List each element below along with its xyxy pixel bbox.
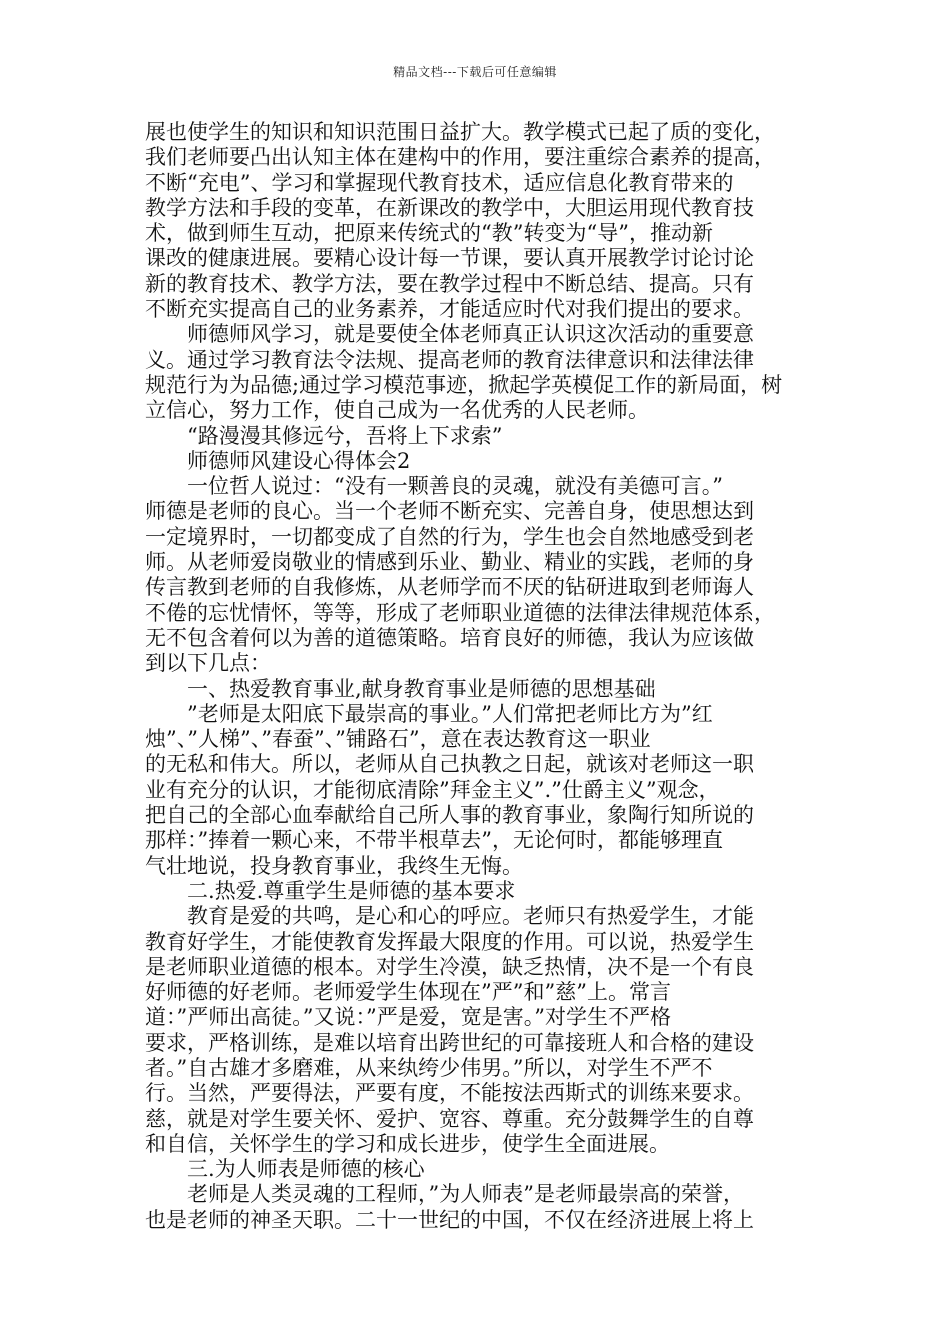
text-line: 不断充实提高自己的业务素养，才能适应时代对我们提出的要求。 — [145, 297, 754, 322]
text-line: “路漫漫其修远兮，吾将上下求索” — [145, 423, 503, 448]
text-line: 也是老师的神圣天职。二十一世纪的中国，不仅在经济进展上将上 — [145, 1207, 754, 1232]
text-line: 好师德的好老师。老师爱学生体现在”严”和”慈”上。常言 — [145, 980, 671, 1005]
text-line: 者。”自古雄才多磨难，从来纨绔少伟男。”所以，对学生不严不 — [145, 1055, 713, 1080]
text-line: 新的教育技术、教学方法，要在教学过程中不断总结、提高。只有 — [145, 271, 754, 296]
text-line: ”老师是太阳底下最崇高的事业。”人们常把老师比方为”红 — [145, 701, 713, 726]
text-line: 和自信，关怀学生的学习和成长进步，使学生全面进展。 — [145, 1131, 670, 1156]
text-line: 到以下几点： — [145, 651, 271, 676]
text-line: 业有充分的认识，才能彻底清除”拜金主义”.”仕爵主义”观念， — [145, 777, 720, 802]
text-line: 老师是人类灵魂的工程师，”为人师表”是老师最崇高的荣誉， — [145, 1182, 744, 1207]
text-line: 烛”、”人梯”、”春蚕”、”铺路石”，意在表达教育这一职业 — [145, 727, 651, 752]
text-line: 立信心，努力工作，使自己成为一名优秀的人民老师。 — [145, 398, 649, 423]
text-line: 三.为人师表是师德的核心 — [145, 1157, 425, 1182]
text-line: 的无私和伟大。所以，老师从自己执教之日起，就该对老师这一职 — [145, 752, 754, 777]
text-line: 一定境界时，一切都变成了自然的行为，学生也会自然地感受到老 — [145, 524, 754, 549]
text-line: 规范行为为品德;通过学习模范事迹，掀起学英模促工作的新局面，树 — [145, 372, 783, 397]
text-line: 那样：”捧着一颗心来，不带半根草去”，无论何时，都能够理直 — [145, 828, 723, 853]
text-line: 二.热爱.尊重学生是师德的基本要求 — [145, 878, 516, 903]
text-line: 术，做到师生互动，把原来传统式的“教”转变为“导”，推动新 — [145, 221, 713, 246]
text-line: 一位哲人说过：“没有一颗善良的灵魂，就没有美德可言。” — [145, 474, 723, 499]
text-line: 我们老师要凸出认知主体在建构中的作用，要注重综合素养的提高， — [145, 145, 775, 170]
text-line: 传言教到老师的自我修炼，从老师学而不厌的钻研进取到老师诲人 — [145, 575, 754, 600]
text-line: 不倦的忘忧情怀，等等，形成了老师职业道德的法律法律规范体系， — [145, 600, 775, 625]
text-line: 展也使学生的知识和知识范围日益扩大。教学模式已起了质的变化， — [145, 120, 775, 144]
text-line: 慈，就是对学生要关怀、爱护、宽容、尊重。充分鼓舞学生的自尊 — [145, 1106, 754, 1131]
text-line: 把自己的全部心血奉献给自己所人事的教育事业，象陶行知所说的 — [145, 803, 754, 828]
text-line: 师。从老师爱岗敬业的情感到乐业、勤业、精业的实践，老师的身 — [145, 550, 754, 575]
text-line: 师德师风学习，就是要使全体老师真正认识这次活动的重要意 — [145, 322, 754, 347]
text-line: 教育是爱的共鸣，是心和心的呼应。老师只有热爱学生，才能 — [145, 904, 754, 929]
text-line: 义。通过学习教育法令法规、提高老师的教育法律意识和法律法律 — [145, 347, 754, 372]
text-line: 道：”严师出高徒。”又说：”严是爱，宽是害。”对学生不严格 — [145, 1005, 671, 1030]
text-line: 不断“充电”、学习和掌握现代教育技术，适应信息化教育带来的 — [145, 170, 734, 195]
document-body — [145, 120, 813, 1233]
text-line: 教育好学生，才能使教育发挥最大限度的作用。可以说，热爱学生 — [145, 929, 754, 954]
text-line: 师德是老师的良心。当一个老师不断充实、完善自身，使思想达到 — [145, 499, 754, 524]
text-line: 是老师职业道德的根本。对学生冷漠，缺乏热情，决不是一个有良 — [145, 954, 754, 979]
text-line: 一、热爱教育事业,献身教育事业是师德的思想基础 — [145, 676, 656, 701]
page-header: 精品文档---下载后可任意编辑 — [393, 65, 557, 79]
text-line: 教学方法和手段的变革，在新课改的教学中，大胆运用现代教育技 — [145, 195, 754, 220]
text-line: 要求，严格训练，是难以培育出跨世纪的可靠接班人和合格的建设 — [145, 1030, 754, 1055]
text-line: 课改的健康进展。要精心设计每一节课，要认真开展教学讨论讨论 — [145, 246, 754, 271]
text-line: 无不包含着何以为善的道德策略。培育良好的师德，我认为应该做 — [145, 625, 754, 650]
text-line: 师德师风建设心得体会2 — [145, 448, 411, 473]
text-line: 气壮地说，投身教育事业，我终生无悔。 — [145, 853, 523, 878]
text-line: 行。当然，严要得法，严要有度，不能按法西斯式的训练来要求。 — [145, 1081, 754, 1106]
